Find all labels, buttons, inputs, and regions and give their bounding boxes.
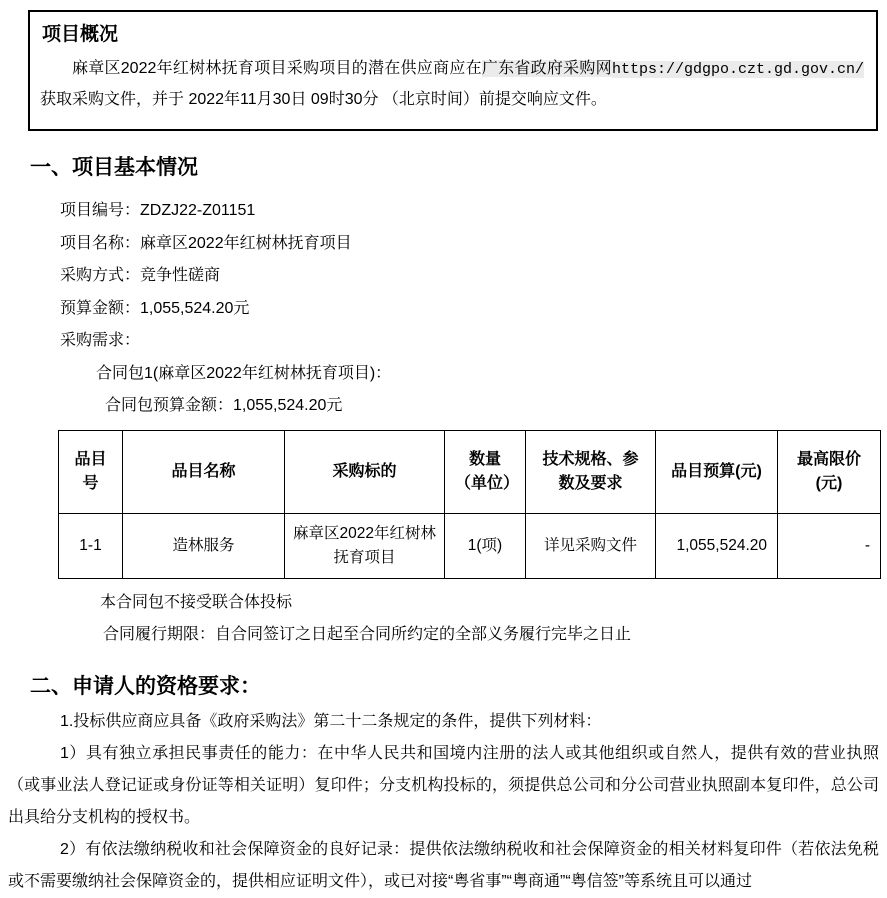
site-name[interactable]: 广东省政府采购网 <box>481 60 612 77</box>
cell-quantity-unit: 1(项) <box>445 513 526 578</box>
qualification-item-2: 2）有依法缴纳税收和社会保障资金的良好记录：提供依法缴纳税收和社会保障资金的相关材料复印件（若依法免税或不需要缴纳社会保障资金的，提供相应证明文件），或已对接“粤省事”“粤商通”“粤信签”等系统且可以通过 <box>8 840 879 890</box>
col-header-item-budget: 品目预算(元) <box>656 430 778 513</box>
lot-table <box>58 430 881 579</box>
lot-table-data-row <box>59 513 881 578</box>
contract-term-note: 合同履行期限：自合同签订之日起至合同所约定的全部义务履行完毕之日止 <box>103 626 632 643</box>
cell-tech-specs: 详见采购文件 <box>526 513 656 578</box>
site-url[interactable]: https://gdgpo.czt.gd.gov.cn/ <box>611 61 864 78</box>
qualification-paragraphs <box>8 706 879 898</box>
project-overview-box <box>28 10 878 131</box>
no-consortium-note: 本合同包不接受联合体投标 <box>100 593 293 611</box>
announcement-page <box>8 0 879 898</box>
overview-title: 项目概况 <box>42 24 119 45</box>
cell-item-budget: 1,055,524.20 <box>656 513 778 578</box>
procurement-site-link[interactable] <box>482 60 864 77</box>
col-header-tech-specs: 技术规格、参数及要求 <box>526 430 656 513</box>
col-header-item-no: 品目号 <box>59 430 123 513</box>
col-header-procurement-subject: 采购标的 <box>285 430 445 513</box>
procurement-demand-label: 采购需求： <box>60 332 141 349</box>
contract-notes <box>8 587 879 652</box>
overview-text-before: 麻章区2022年红树林抚育项目采购项目的潜在供应商应在 <box>72 60 482 77</box>
contract-package-budget: 合同包预算金额：1,055,524.20元 <box>105 397 343 414</box>
project-name: 项目名称：麻章区2022年红树林抚育项目 <box>60 234 352 252</box>
qualification-item-1: 1）具有独立承担民事责任的能力：在中华人民共和国境内注册的法人或其他组织或自然人，提供有效的营业执照（或事业法人登记证或身份证等相关证明）复印件；分支机构投标的，须提供总公司和分公司营业执照副本复印件，总公司出具给分支机构的授权书。 <box>8 744 879 826</box>
col-header-quantity-unit: 数量（单位） <box>445 430 526 513</box>
lot-table-header-row <box>59 430 881 513</box>
procurement-method: 采购方式：竞争性磋商 <box>60 267 221 284</box>
cell-item-no: 1-1 <box>59 513 123 578</box>
cell-procurement-subject: 麻章区2022年红树林抚育项目 <box>285 513 445 578</box>
overview-paragraph <box>40 54 864 115</box>
project-info-list <box>8 195 879 423</box>
cell-item-name: 造林服务 <box>123 513 285 578</box>
section1-heading: 一、项目基本情况 <box>30 156 198 179</box>
col-header-max-price: 最高限价(元) <box>778 430 881 513</box>
section2-heading: 二、申请人的资格要求： <box>30 674 261 698</box>
qualification-intro: 1.投标供应商应具备《政府采购法》第二十二条规定的条件，提供下列材料： <box>60 712 602 730</box>
col-header-item-name: 品目名称 <box>123 430 285 513</box>
contract-package: 合同包1(麻章区2022年红树林抚育项目)： <box>96 364 392 382</box>
cell-max-price: - <box>778 513 881 578</box>
budget-amount: 预算金额：1,055,524.20元 <box>60 299 250 317</box>
project-number: 项目编号：ZDZJ22-Z01151 <box>60 202 256 219</box>
overview-text-after: 获取采购文件，并于 2022年11月30日 09时30分 （北京时间）前提交响应文件。 <box>40 91 607 108</box>
